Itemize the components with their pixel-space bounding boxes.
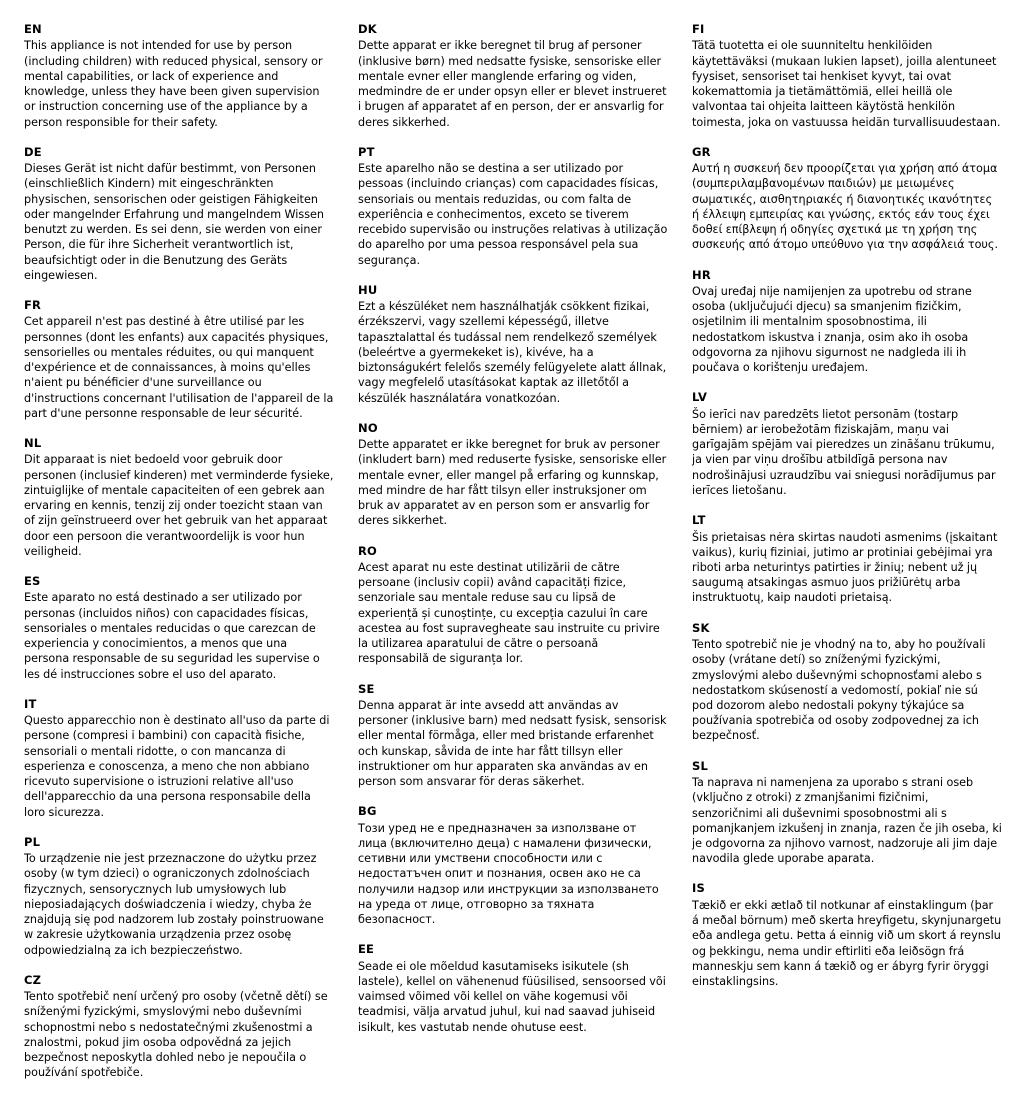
language-code-es: ES — [24, 574, 41, 589]
language-block-en — [24, 22, 334, 130]
language-code-is: IS — [692, 881, 705, 896]
language-block-hu — [358, 283, 668, 406]
language-code-fr: FR — [24, 298, 42, 313]
language-code-lv: LV — [692, 390, 708, 405]
language-block-fi — [692, 22, 1002, 130]
language-text-cz: Tento spotřebič není určený pro osoby (včetně dětí) se sníženými fyzickými, smyslovými nebo duševními schopnostmi nebo s nedostatečnými zkušenostmi a znalostmi, pokud jim osoba odpovědná za jejich bezpečnost neposkytla dohled nebo je nepoučila o používání spotřebiče. — [24, 990, 328, 1080]
language-text-bg: Този уред не е предназначен за използване от лица (включително деца) с намалени физически, сетивни или умствени способности или с недостатъчен опит и познания, освен ако не са получили надзор или инструкции за използването на уреда от лице, отговорно за тяхната безопасност. — [358, 821, 659, 927]
language-text-pl: To urządzenie nie jest przeznaczone do użytku przez osoby (w tym dzieci) o ograniczonych zdolnościach fizycznych, sensorycznych lub umysłowych lub nieposiadających doświadczenia i wiedzy, chyba że znajdują się pod nadzorem lub zostały poinstruowane w zakresie użytkowania urządzenia przez osobę odpowiedzialną za ich bezpieczeństwo. — [24, 852, 324, 957]
column-1 — [24, 22, 334, 1096]
language-block-nl — [24, 436, 334, 559]
language-text-fr: Cet appareil n'est pas destiné à être utilisé par les personnes (dont les enfants) aux capacités physiques, sensorielles ou mentales réduites, ou qui manquent d'expérience et de connaissances, à moins qu'elles n'aient pu bénéficier d'une surveillance ou d'instructions concernant l'utilisation de l'appareil de la part d'une personne responsable de leur sécurité. — [24, 315, 334, 420]
language-block-bg — [358, 804, 668, 927]
language-text-fi: Tätä tuotetta ei ole suunniteltu henkilöiden käytettäväksi (mukaan lukien lapset), joilla alentuneet fyysiset, sensoriset tai henkiset kyvyt, tai ovat kokemattomia ja tietämättömiä, ellei heillä ole valvontaa tai ohjeita laitteen käytöstä henkilön toimesta, joka on vastuussa heidän turvallisuudestaan. — [692, 39, 1001, 129]
language-code-bg: BG — [358, 804, 377, 819]
language-block-ro — [358, 544, 668, 667]
language-code-it: IT — [24, 696, 37, 711]
language-block-pl — [24, 835, 334, 958]
language-block-se — [358, 682, 668, 790]
language-text-no: Dette apparatet er ikke beregnet for bruk av personer (inkludert barn) med reduserte fysiske, sensoriske eller mentale evner, eller mangel på erfaring og kunnskap, med mindre de har fått tilsyn eller instruksjoner om bruk av apparatet av en person som er ansvarlig for deres sikkerhet. — [358, 438, 667, 528]
language-code-gr: GR — [692, 144, 711, 159]
language-code-en: EN — [24, 22, 42, 36]
language-code-se: SE — [358, 681, 375, 696]
language-block-fr — [24, 298, 334, 421]
language-block-sl — [692, 759, 1002, 867]
language-text-lt: Šis prietaisas nėra skirtas naudoti asmenims (įskaitant vaikus), kurių fiziniai, jutimo ar protiniai gebėjimai yra riboti arba neturintys patirties ir žinių; nebent už jų saugumą atsakingas asmuo juos prižiūrėtų arba instruktuotų, kaip naudoti prietaisą. — [692, 530, 998, 605]
language-text-nl: Dit apparaat is niet bedoeld voor gebruik door personen (inclusief kinderen) met verminderde fysieke, zintuiglijke of mentale capaciteiten of een gebrek aan ervaring en kennis, tenzij zij onder toezicht staan van of zijn geïnstrueerd over het gebruik van het apparaat door een persoon die verantwoordelijk is voor hun veiligheid. — [24, 453, 334, 558]
language-text-hu: Ezt a készüléket nem használhatják csökkent fizikai, érzékszervi, vagy szellemi képességű, illetve tapasztalattal és tudással nem rendelkező személyek (beleértve a gyermekeket is), kivéve, ha a biztonságukért felelős személy felügyelete alatt állnak, vagy megfelelő utasításokat kaptak az illetőtől a készülék használatára vonatkozóan. — [358, 300, 667, 405]
language-text-ro: Acest aparat nu este destinat utilizării de către persoane (inclusiv copii) având capacități fizice, senzoriale sau mentale reduse sau cu lipsă de experiență și cunoștințe, cu excepția cazului în care acestea au fost supravegheate sau instruite cu privire la utilizarea aparatului de către o persoană responsabilă de siguranța lor. — [358, 560, 660, 666]
language-code-sk: SK — [692, 620, 710, 635]
language-block-dk — [358, 22, 668, 130]
language-code-pt: PT — [358, 144, 375, 159]
language-text-sk: Tento spotrebič nie je vhodný na to, aby ho používali osoby (vrátane detí) so zníženými fyzickými, zmyslovými alebo duševnými schopnosťami alebo s nedostatkom skúseností a vedomostí, pokiaľ nie sú pod dozorom alebo nedostali pokyny týkajúce sa používania spotrebiča od osoby zodpovednej za ich bezpečnosť. — [692, 638, 986, 743]
language-code-de: DE — [24, 144, 42, 159]
language-text-gr: Αυτή η συσκευή δεν προορίζεται για χρήση από άτομα (συμπεριλαμβανομένων παιδιών) με μειωμένες σωματικές, αισθητηριακές ή διανοητικές ικανότητες ή έλλειψη εμπειρίας και γνώσης, εκτός εάν τους έχει δοθεί επίβλεψη ή οδηγίες σχετικά με τη χρήση της συσκευής από άτομο υπεύθυνο για την ασφάλειά τους. — [692, 162, 999, 252]
language-block-hr — [692, 268, 1002, 376]
language-block-ee — [358, 942, 668, 1035]
language-block-cz — [24, 973, 334, 1081]
language-text-is: Tækið er ekki ætlað til notkunar af einstaklingum (þar á meðal börnum) með skerta hreyfigetu, skynjunargetu eða andlega getu. Þetta á einnig við um skort á reynslu og þekkingu, nema undir eftirliti eða leiðsögn frá manneskju sem kann á tækið og er ábyrg fyrir öryggi einstaklingsins. — [692, 898, 1002, 989]
language-code-lt: LT — [692, 513, 706, 528]
language-code-hu: HU — [358, 282, 378, 297]
column-2 — [358, 22, 668, 1050]
language-block-it — [24, 697, 334, 820]
language-block-lt — [692, 513, 1002, 606]
language-text-ee: Seade ei ole mõeldud kasutamiseks isikutele (sh lastele), kellel on vähenenud füüsilised, sensoorsed või vaimsed võimed või kellel on vähe kogemusi või teadmisi, välja arvatud juhul, kui nad saavad juhiseid isikult, kes vastutab nende ohutuse eest. — [358, 959, 666, 1034]
language-code-hr: HR — [692, 267, 711, 282]
language-text-dk: Dette apparat er ikke beregnet til brug af personer (inklusive børn) med nedsatte fysiske, sensoriske eller mentale evner eller manglende erfaring og viden, medmindre de er under opsyn eller er blevet instrueret i brugen af apparatet af en person, der er ansvarlig for deres sikkerhed. — [358, 39, 667, 129]
language-block-es — [24, 574, 334, 682]
language-code-pl: PL — [24, 834, 41, 849]
language-code-cz: CZ — [24, 972, 42, 987]
language-text-es: Este aparato no está destinado a ser utilizado por personas (incluidos niños) con capacidades físicas, sensoriales o mentales reducidas o que carezcan de experiencia y conocimientos, a menos que una persona responsable de su seguridad les supervise o les dé instrucciones sobre el uso del aparato. — [24, 591, 320, 681]
language-code-sl: SL — [692, 758, 709, 773]
language-code-dk: DK — [358, 22, 377, 36]
language-text-sl: Ta naprava ni namenjena za uporabo s strani oseb (vključno z otroki) z zmanjšanimi fizičnimi, senzoričnimi ali duševnimi sposobnostmi ali s pomanjkanjem izkušenj in znanja, razen če jih oseba, ki je odgovorna za njihovo varnost, nadzoruje ali jim daje navodila glede uporabe aparata. — [692, 776, 1002, 866]
language-code-nl: NL — [24, 436, 42, 451]
language-code-ee: EE — [358, 942, 375, 957]
language-text-lv: Šo ierīci nav paredzēts lietot personām (tostarp bērniem) ar ierobežotām fiziskajām, maņu vai garīgajām spējām vai pieredzes un zināšanu trūkumu, ja vien par viņu drošību atbildīgā persona nav nodrošinājusi uzraudzību vai sniegusi norādījumus par ierīces lietošanu. — [692, 407, 996, 497]
language-block-is — [692, 881, 1002, 989]
language-block-gr — [692, 145, 1002, 253]
language-text-it: Questo apparecchio non è destinato all'uso da parte di persone (compresi i bambini) con capacità fisiche, sensoriali o mentali ridotte, o con mancanza di esperienza e conoscenza, a meno che non abbiano ricevuto supervisione o istruzioni relative all'uso dell'apparecchio da una persona responsabile della loro sicurezza. — [24, 714, 330, 819]
column-3 — [692, 22, 1002, 1004]
language-code-fi: FI — [692, 22, 705, 36]
language-text-hr: Ovaj uređaj nije namijenjen za upotrebu od strane osoba (uključujući djecu) sa smanjenim fizičkim, osjetilnim ili mentalnim sposobnostima, ili nedostatkom iskustva i znanja, osim ako ih osoba odgovorna za njihovu sigurnost ne nadgleda ili ih poučava o korištenju uređajem. — [692, 284, 972, 375]
language-block-de — [24, 145, 334, 283]
language-text-en: This appliance is not intended for use by person (including children) with reduced physical, sensory or mental capabilities, or lack of experience and knowledge, unless they have been given supervision or instruction concerning use of the appliance by a person responsible for their safety. — [24, 39, 323, 129]
language-code-no: NO — [358, 420, 378, 435]
language-block-pt — [358, 145, 668, 268]
columns-container — [24, 22, 1004, 1080]
language-code-ro: RO — [358, 543, 378, 558]
language-text-pt: Este aparelho não se destina a ser utilizado por pessoas (incluindo crianças) com capacidades físicas, sensoriais ou mentais reduzidas, ou com falta de experiência e conhecimentos, exceto se tiverem recebido supervisão ou instruções relativas à utilização do aparelho por uma pessoa responsável pela sua segurança. — [358, 162, 668, 267]
language-block-sk — [692, 621, 1002, 744]
language-text-de: Dieses Gerät ist nicht dafür bestimmt, von Personen (einschließlich Kindern) mit eingeschränkten physischen, sensorischen oder geistigen Fähigkeiten oder mangelnder Erfahrung und mangelndem Wissen benutzt zu werden. Es sei denn, sie werden von einer Person, die für ihre Sicherheit verantwortlich ist, beaufsichtigt oder in die Benutzung des Geräts eingewiesen. — [24, 162, 325, 282]
language-text-se: Denna apparat är inte avsedd att användas av personer (inklusive barn) med nedsatt fysisk, sensorisk eller mental förmåga, eller med bristande erfarenhet och kunskap, såvida de inte har fått tillsyn eller instruktioner om hur apparaten ska användas av en person som ansvarar för deras säkerhet. — [358, 698, 667, 789]
language-block-no — [358, 421, 668, 529]
language-block-lv — [692, 390, 1002, 498]
